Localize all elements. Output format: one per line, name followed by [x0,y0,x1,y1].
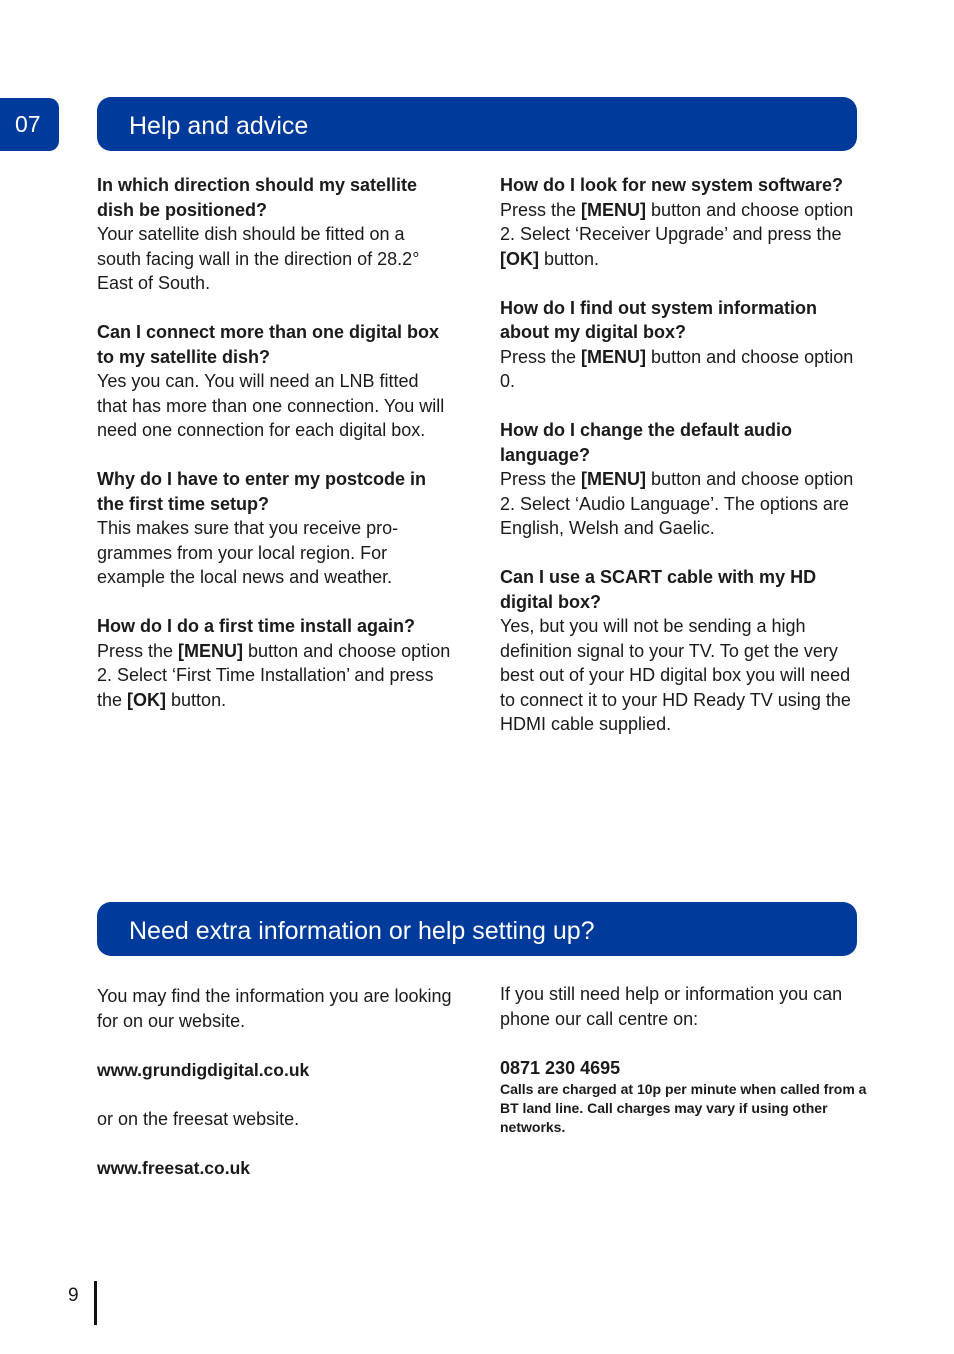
faq-item [97,320,453,443]
faq-item [97,614,453,712]
faq-answer: Press the [MENU] button and choose option 0. [500,346,854,391]
menu-key-label: [MENU] [178,640,244,661]
menu-key-label: [MENU] [581,346,647,367]
faq-column-right [500,173,856,761]
call-centre-phone-number: 0871 230 4695 [500,1057,621,1078]
faq-answer: Yes, but you will not be sending a high definition signal to your TV. To get the very best out of your HD digital box you will need to connect it to your HD Ready TV using the HDMI cable supplied. [500,616,851,734]
grundig-website-link[interactable]: www.grundigdigital.co.uk [97,1059,310,1080]
faq-column-left [97,173,453,737]
call-charges-note: Calls are charged at 10p per minute when called from a BT land line. Call charges may vary if using other networks. [500,1081,867,1135]
faq-question: Can I connect more than one digital box to my satellite dish? [97,322,440,367]
faq-item [500,565,856,737]
ok-key-label: [OK] [127,689,167,710]
faq-answer: Your satellite dish should be fitted on a south facing wall in the direction of 28.2° East of South. [97,224,420,293]
website-info-column [97,984,453,1205]
freesat-website-link[interactable]: www.freesat.co.uk [97,1157,251,1178]
faq-answer: Press the [MENU] button and choose option 2. Select ‘Audio Language’. The options are English, Welsh and Gaelic. [500,469,854,538]
page-number: 9 [68,1285,79,1306]
chapter-number-tab: 07 [0,98,59,151]
call-centre-column [500,982,870,1137]
faq-item [500,418,856,541]
faq-question: How do I do a first time install again? [97,616,416,636]
faq-item [97,467,453,590]
faq-answer: Press the [MENU] button and choose option 2. Select ‘First Time Installation’ and press the [OK] button. [97,640,451,710]
website-intro-text: You may find the information you are looking for on our website. [97,986,452,1031]
faq-question: How do I change the default audio language? [500,420,793,465]
faq-question: Can I use a SCART cable with my HD digital box? [500,567,817,612]
menu-key-label: [MENU] [581,469,647,489]
call-centre-intro-text: If you still need help or information you can phone our call centre on: [500,984,843,1029]
faq-item [97,173,453,296]
faq-question: Why do I have to enter my postcode in the first time setup? [97,469,427,514]
faq-question: How do I look for new system software? [500,175,844,195]
faq-question: How do I find out system information about my digital box? [500,297,817,342]
section-banner-help-and-advice: Help and advice [97,97,857,151]
faq-answer: This makes sure that you receive pro-grammes from your local region. For example the local news and weather. [97,518,399,587]
faq-item [500,173,856,271]
menu-key-label: [MENU] [581,199,647,220]
faq-answer: Press the [MENU] button and choose option 2. Select ‘Receiver Upgrade’ and press the [OK] button. [500,199,854,269]
section-banner-extra-help: Need extra information or help setting up? [97,902,857,956]
faq-answer: Yes you can. You will need an LNB fitted that has more than one connection. You will need one connection for each digital box. [97,371,445,440]
faq-item [500,296,856,394]
ok-key-label: [OK] [500,248,539,269]
faq-question: In which direction should my satellite dish be positioned? [97,175,418,220]
freesat-intro-text: or on the freesat website. [97,1108,300,1129]
page-number-divider [94,1281,97,1325]
